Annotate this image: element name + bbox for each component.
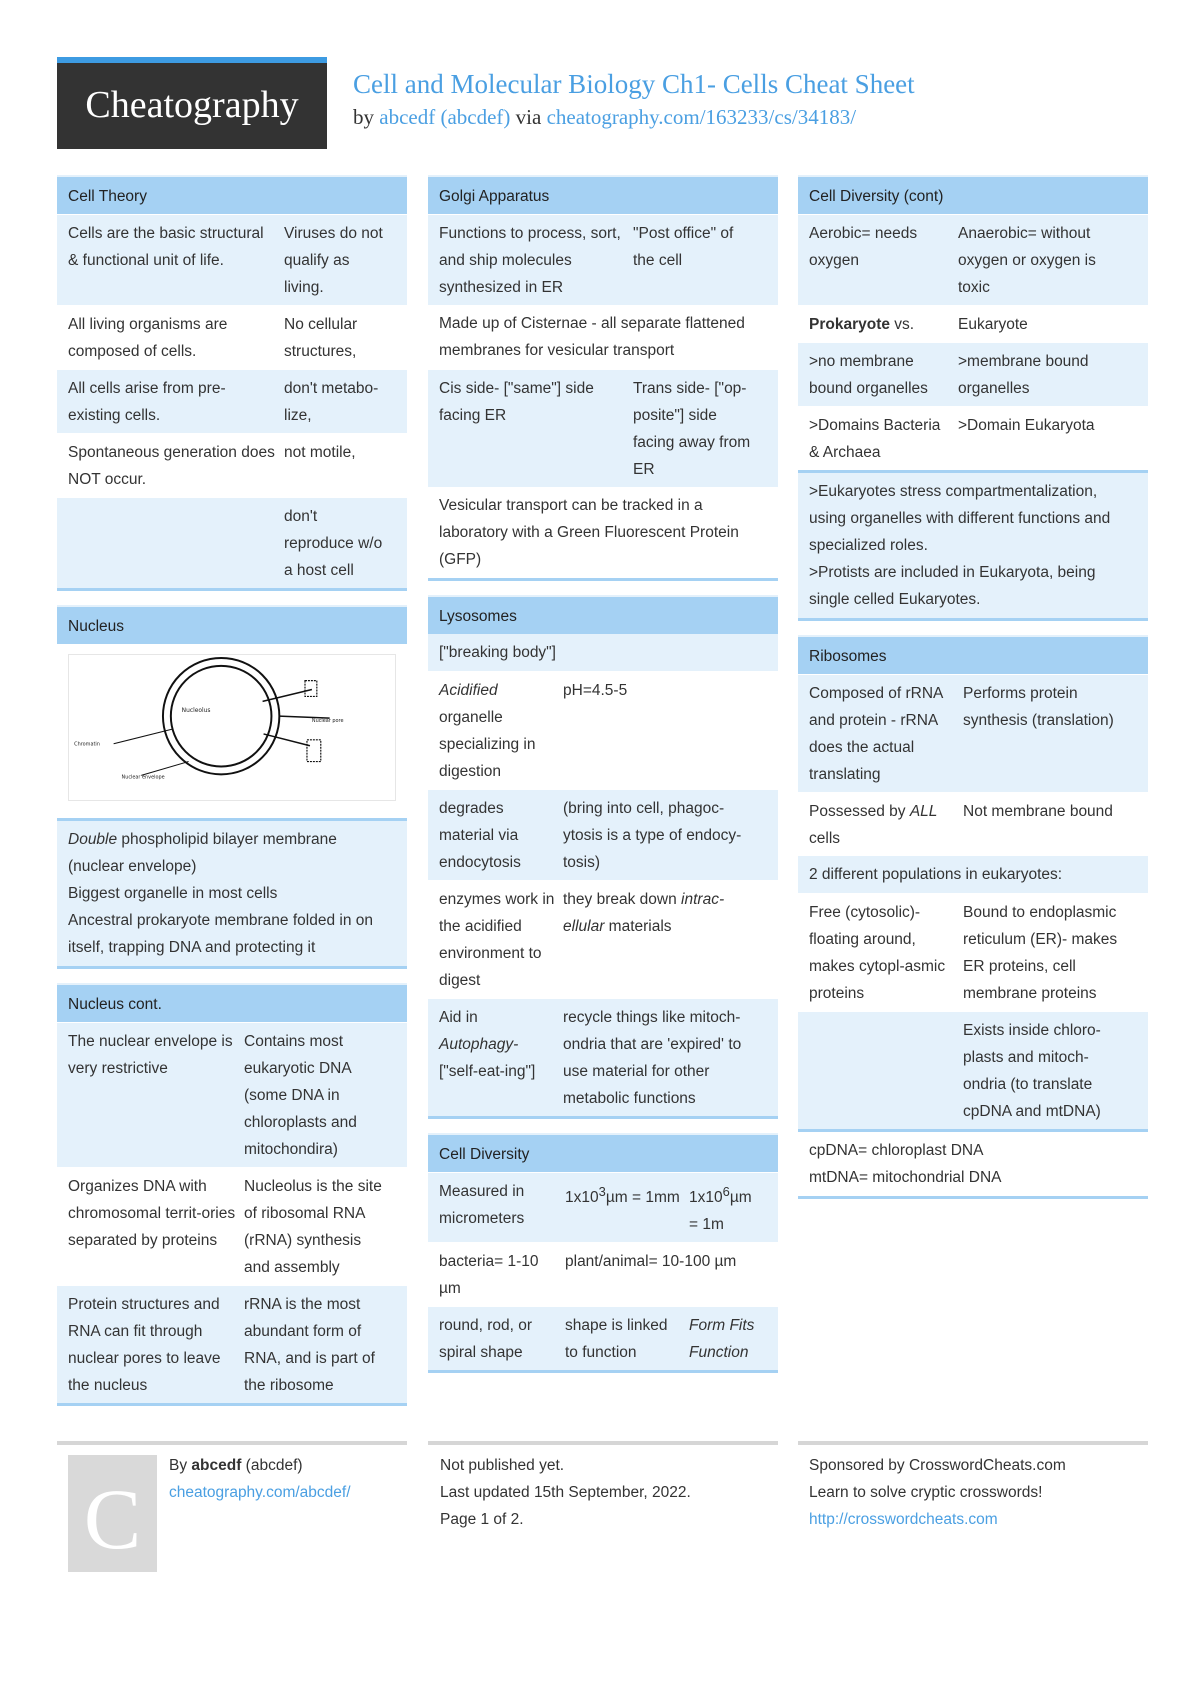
sponsor-tagline: Learn to solve cryptic crosswords! [809, 1484, 1043, 1501]
cell-diversity-block [428, 1133, 778, 1373]
by-label: by [353, 105, 374, 129]
table-row [57, 214, 407, 305]
table-row: 2 different populations in eukaryotes: [798, 856, 1148, 893]
logo-text: Cheatography [85, 84, 299, 126]
byline [353, 105, 856, 130]
text: phospholipid bilayer membrane (nuclear envelope) [68, 831, 337, 875]
footer-divider [428, 1441, 778, 1445]
table-row [798, 305, 1148, 342]
table-row [798, 1011, 1148, 1129]
table-cell: Form Fits Function [689, 1317, 755, 1362]
table-cell [563, 886, 767, 994]
table-cell: Aerobic= needs oxygen [809, 225, 918, 269]
footer-divider [798, 1441, 1148, 1445]
text: cpDNA= chloroplast DNA [809, 1142, 984, 1159]
table-row [428, 789, 778, 880]
table-row [428, 998, 778, 1116]
table-row [798, 674, 1148, 792]
table-row [428, 671, 778, 789]
author-link[interactable]: abcedf (abcdef) [379, 105, 511, 129]
table-cell: Nucleolus is the site of ribosomal RNA (rRNA) synthesis and assembly [244, 1178, 382, 1276]
section-title: Ribosomes [798, 635, 1148, 674]
section-title: Nucleus cont. [57, 983, 407, 1022]
table-row [57, 497, 407, 588]
table-cell [439, 677, 563, 785]
ribosome-paragraph [798, 1132, 1148, 1196]
diagram-label: Nuclear envelope [121, 774, 165, 781]
table-cell: >Domain Eukaryota [958, 417, 1095, 434]
text: µm = 1m [689, 1189, 752, 1234]
lysosomes-block [428, 595, 778, 1119]
table-cell: No cellular structures, [284, 316, 358, 360]
table-cell: Spontaneous generation does NOT occur. [68, 444, 275, 488]
table-cell: bacteria= 1-10 µm [439, 1253, 539, 1298]
table-cell: don't reproduce w/o a host cell [284, 508, 383, 579]
table-row [798, 893, 1148, 1011]
diversity-paragraph [798, 473, 1148, 618]
text: 1x10 [689, 1189, 723, 1207]
italic-text: Double [68, 831, 118, 848]
superscript: 3 [598, 1184, 606, 1199]
diagram-label: Chromatin [74, 741, 100, 748]
table-cell: Free (cytosolic)- floating around, makes cytopl-asmic proteins [809, 904, 946, 1002]
table-row [428, 214, 778, 305]
sponsor-name: CrosswordCheats.com [908, 1457, 1066, 1474]
table-row [798, 406, 1148, 470]
table-cell: Exists inside chloro-plasts and mitoch-ondria (to translate cpDNA and mtDNA) [963, 1022, 1101, 1120]
table-cell [689, 1178, 767, 1238]
text: Biggest organelle in most cells [68, 885, 278, 902]
avatar-letter: C [83, 1471, 142, 1567]
table-cell: Viruses do not qualify as living. [284, 225, 383, 296]
table-row [798, 214, 1148, 305]
golgi-block [428, 175, 778, 581]
text: materials [604, 918, 672, 935]
text: µm = 1mm [605, 1189, 680, 1207]
diagram-label: Nuclear pore [311, 718, 344, 725]
nucleus-image-wrap [57, 644, 407, 818]
table-cell: The nuclear envelope is very restrictive [68, 1033, 233, 1077]
table-cell: don't metabo-lize, [284, 380, 379, 424]
footer-meta [440, 1452, 691, 1533]
section-title: Nucleus [57, 605, 407, 644]
ribosomes-block [798, 635, 1148, 1199]
text: Sponsored by [809, 1457, 909, 1474]
text: vs. [889, 316, 915, 333]
table-cell: >membrane bound organelles [958, 353, 1089, 397]
text: By [169, 1457, 192, 1474]
author-avatar[interactable] [68, 1455, 157, 1572]
text: - all separate flattened membranes for vesicular transport [439, 315, 745, 359]
section-title: Cell Diversity [428, 1133, 778, 1172]
nucleus-paragraph [57, 821, 407, 966]
text: Cisternae [520, 315, 588, 332]
table-row [57, 369, 407, 433]
table-row [428, 1306, 778, 1370]
table-row [428, 1172, 778, 1242]
table-cell: >Domains Bacteria & Archaea [809, 417, 941, 461]
table-row [57, 305, 407, 369]
table-cell: recycle things like mitoch-ondria that are 'expired' to use material for other metabolic functions [563, 1009, 742, 1107]
text: 1x10 [565, 1189, 599, 1207]
nucleus-block [57, 605, 407, 969]
nucleus-diagram-image [68, 654, 396, 801]
text: >Protists are included in Eukaryota, being single celled Eukaryotes. [809, 564, 1096, 608]
section-title: Cell Diversity (cont) [798, 175, 1148, 214]
footer-divider [57, 1441, 407, 1445]
text: Ancestral prokaryote membrane folded in on itself, trapping DNA and protecting it [68, 912, 373, 956]
table-cell: shape is linked to function [565, 1317, 668, 1362]
table-cell: All living organisms are composed of cells. [68, 316, 228, 360]
table-cell: All cells arise from pre-existing cells. [68, 380, 226, 424]
cell-diversity-cont-block [798, 175, 1148, 621]
table-row [428, 305, 778, 369]
superscript: 6 [722, 1184, 730, 1199]
table-row [428, 1242, 778, 1306]
table-cell: Trans side- ["op-posite"] side facing away from ER [633, 380, 751, 478]
text: ["self-eat-ing"] [439, 1063, 536, 1080]
column-1 [57, 175, 407, 1420]
table-cell: Organizes DNA with chromosomal territ-ories separated by proteins [68, 1178, 236, 1249]
profile-link[interactable]: cheatography.com/abcdef/ [169, 1484, 351, 1501]
italic-text: Autophagy- [439, 1036, 519, 1053]
text: >Eukaryotes stress compartmentalization, using organelles with different functions and specialized roles. [809, 483, 1111, 554]
text: (abcdef) [241, 1457, 303, 1474]
table-cell: Protein structures and RNA can fit through nuclear pores to leave the nucleus [68, 1296, 221, 1394]
table-cell: Eukaryote [958, 316, 1028, 333]
table-cell [809, 1017, 963, 1125]
column-2 [428, 175, 778, 1387]
table-row: ["breaking body"] [428, 634, 778, 671]
table-cell: (bring into cell, phagoc-ytosis is a type of endocy-tosis) [563, 800, 742, 871]
text: Possessed by [809, 803, 910, 820]
footer-author [169, 1452, 351, 1506]
section-title: Lysosomes [428, 595, 778, 634]
table-cell: Functions to process, sort, and ship molecules synthesized in ER [439, 225, 621, 296]
table-row [57, 1285, 407, 1403]
table-cell: degrades material via endocytosis [439, 800, 521, 871]
table-row [428, 369, 778, 487]
sheet-url-link[interactable]: cheatography.com/163233/cs/34183/ [546, 105, 857, 129]
bold-text: Prokaryote [809, 316, 890, 333]
table-row [57, 433, 407, 497]
table-cell: Not membrane bound [963, 803, 1113, 820]
table-cell [565, 1178, 689, 1238]
footer-sponsor [809, 1452, 1066, 1533]
table-cell: enzymes work in the acidified environment to digest [439, 891, 555, 989]
diagram-label: Nucleolus [181, 708, 211, 715]
text: organelle specializing in digestion [439, 709, 536, 780]
table-cell [809, 798, 963, 852]
text: Aid in [439, 1009, 478, 1026]
via-label: via [515, 105, 542, 129]
table-cell: pH=4.5-5 [563, 682, 628, 699]
table-cell: >no membrane bound organelles [809, 353, 928, 397]
table-cell: plant/animal= 10-100 µm [565, 1253, 737, 1271]
table-cell [439, 1004, 563, 1112]
italic-text: intrac-ellular [563, 891, 725, 935]
table-cell: Performs protein synthesis (translation) [963, 685, 1114, 729]
table-cell: Cells are the basic structural & functional unit of life. [68, 225, 264, 269]
table-cell: Measured in micrometers [439, 1183, 525, 1227]
table-row [428, 880, 778, 998]
italic-text: ALL [909, 803, 938, 820]
section-title: Golgi Apparatus [428, 175, 778, 214]
table-cell: Cis side- ["same"] side facing ER [439, 380, 594, 424]
table-cell: Bound to endoplasmic reticulum (ER)- makes ER proteins, cell membrane proteins [963, 904, 1118, 1002]
table-cell: not motile, [284, 444, 356, 461]
table-cell [68, 503, 284, 584]
author-name: abcedf [191, 1457, 242, 1474]
page-title: Cell and Molecular Biology Ch1- Cells Cheat Sheet [353, 69, 915, 99]
sponsor-link[interactable]: http://crosswordcheats.com [809, 1511, 998, 1528]
italic-text: Acidified [439, 682, 498, 699]
text: cells [809, 830, 841, 847]
table-row [57, 1167, 407, 1285]
table-cell: Anaerobic= without oxygen or oxygen is toxic [958, 225, 1096, 296]
column-3 [798, 175, 1148, 1213]
cheatography-logo[interactable] [57, 57, 327, 149]
table-row [798, 792, 1148, 856]
table-row: Vesicular transport can be tracked in a laboratory with a Green Fluorescent Protein (GFP) [439, 497, 739, 568]
table-row [57, 1022, 407, 1167]
table-cell: Composed of rRNA and protein - rRNA does the actual translating [809, 685, 943, 783]
table-row [798, 342, 1148, 406]
text: mtDNA= mitochondrial DNA [809, 1169, 1002, 1186]
cell-theory-block [57, 175, 407, 591]
table-cell: round, rod, or spiral shape [439, 1317, 533, 1362]
text: Made up of [439, 315, 521, 332]
table-cell: rRNA is the most abundant form of RNA, and is part of the ribosome [244, 1296, 375, 1394]
published-status: Not published yet. [440, 1457, 565, 1474]
text: they break down [563, 891, 682, 908]
nucleus-cont-block [57, 983, 407, 1406]
table-cell [809, 311, 958, 338]
page-number: Page 1 of 2. [440, 1511, 524, 1528]
section-title: Cell Theory [57, 175, 407, 214]
last-updated: Last updated 15th September, 2022. [440, 1484, 691, 1501]
table-cell: "Post office" of the cell [633, 225, 734, 269]
table-cell: Contains most eukaryotic DNA (some DNA in chloroplasts and mitochondira) [244, 1033, 357, 1158]
